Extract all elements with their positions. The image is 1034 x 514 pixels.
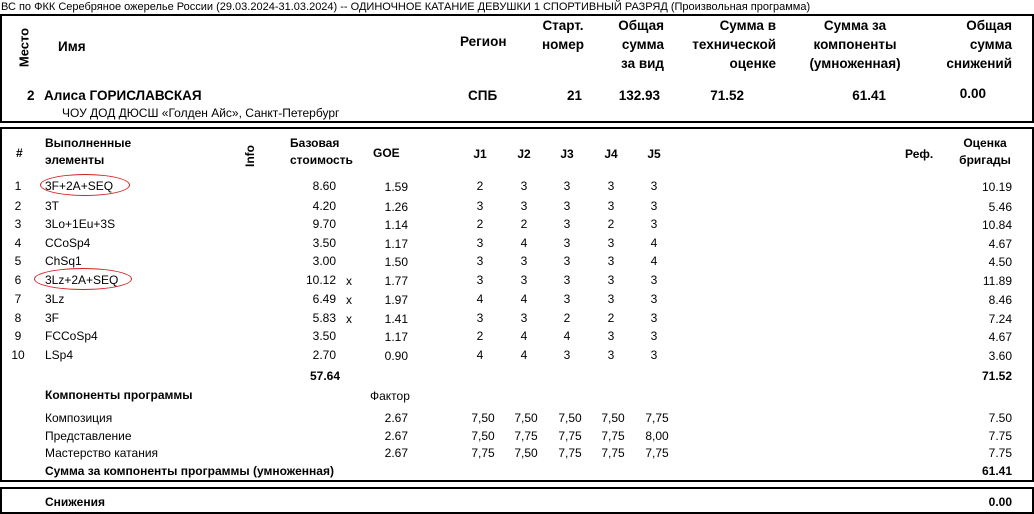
deductions-label: Снижения: [45, 495, 105, 509]
element-score: 4.67: [988, 330, 1012, 344]
element-judge-j3: 3: [563, 236, 571, 250]
element-code: ChSq1: [45, 254, 82, 268]
element-x-mark: x: [346, 274, 352, 288]
tes-total: 71.52: [981, 369, 1012, 383]
component-factor: 2.67: [384, 429, 408, 443]
skater-tes: 71.52: [710, 88, 744, 103]
element-score: 4.67: [988, 237, 1012, 251]
element-judge-j2: 4: [520, 348, 528, 362]
element-x-mark: x: [346, 312, 352, 326]
component-judge-j2: 7,75: [514, 429, 538, 443]
element-base: 10.12: [305, 273, 336, 287]
element-base: 2.70: [312, 348, 336, 362]
element-number: 1: [14, 179, 22, 193]
elements-header-j4: J4: [604, 147, 618, 161]
header-name: Имя: [58, 39, 86, 54]
component-judge-j1: 7,50: [471, 411, 495, 425]
element-judge-j5: 3: [650, 273, 658, 287]
element-number: 2: [14, 199, 22, 213]
component-judge-j3: 7,75: [558, 446, 582, 460]
element-judge-j5: 3: [650, 179, 658, 193]
element-x-mark: x: [346, 293, 352, 307]
element-code: 3F+2A+SEQ: [45, 179, 114, 193]
element-score: 4.50: [988, 255, 1012, 269]
page-title: ВС по ФКК Серебряное ожерелье России (29.03.2024-31.03.2024) -- ОДИНОЧНОЕ КАТАНИЕ ДЕВУШКИ 1 СПОРТИВНЫЙ РАЗРЯД (Произвольная программа): [1, 1, 811, 13]
header-deductions: Общая сумма снижений: [946, 18, 1012, 71]
components-sum-label: Сумма за компоненты программы (умноженная): [45, 464, 334, 478]
element-judge-j5: 3: [650, 348, 658, 362]
elements-header-j5: J5: [647, 147, 661, 161]
element-base: 8.60: [312, 179, 336, 193]
elements-header-ref: Реф.: [905, 147, 934, 161]
element-judge-j2: 4: [520, 292, 528, 306]
element-number: 3: [14, 217, 22, 231]
element-score: 11.89: [982, 274, 1012, 288]
element-judge-j4: 3: [607, 236, 615, 250]
element-score: 8.46: [988, 293, 1012, 307]
element-judge-j1: 3: [476, 273, 484, 287]
element-score: 5.46: [988, 200, 1012, 214]
component-judge-j4: 7,75: [601, 429, 625, 443]
element-number: 10: [11, 348, 25, 362]
components-factor-label: Фактор: [370, 389, 410, 403]
elements-header-base: Базовая стоимость: [290, 136, 353, 167]
components-title: Компоненты программы: [45, 388, 193, 402]
element-code: 3Lo+1Eu+3S: [45, 217, 116, 231]
element-score: 7.24: [988, 312, 1012, 326]
element-goe: 1.97: [384, 293, 408, 307]
element-judge-j4: 3: [607, 179, 615, 193]
element-judge-j2: 3: [520, 311, 528, 325]
element-goe: 1.17: [384, 237, 408, 251]
header-tes: Сумма в технической оценке: [692, 18, 776, 71]
element-judge-j1: 2: [476, 179, 484, 193]
element-number: 8: [14, 311, 22, 325]
element-judge-j1: 4: [476, 292, 484, 306]
component-score: 7.50: [988, 411, 1012, 425]
component-judge-j4: 7,75: [601, 446, 625, 460]
element-judge-j4: 3: [607, 254, 615, 268]
element-judge-j5: 3: [650, 292, 658, 306]
element-number: 5: [14, 254, 22, 268]
elements-header-info: Info: [243, 145, 257, 167]
element-score: 10.84: [981, 218, 1012, 232]
component-judge-j4: 7,50: [601, 411, 625, 425]
elements-header-j2: J2: [517, 147, 531, 161]
element-judge-j4: 3: [607, 273, 615, 287]
element-judge-j3: 3: [563, 292, 571, 306]
element-judge-j5: 3: [650, 329, 658, 343]
element-judge-j4: 2: [607, 217, 615, 231]
element-circle-annotation: [40, 174, 130, 196]
element-judge-j2: 3: [520, 273, 528, 287]
skater-pcs: 61.41: [852, 88, 886, 103]
component-judge-j1: 7,75: [471, 446, 495, 460]
element-code: 3Lz+2A+SEQ: [45, 273, 119, 287]
element-base: 6.49: [312, 292, 336, 306]
element-judge-j1: 3: [476, 199, 484, 213]
element-code: 3Lz: [45, 292, 65, 306]
element-goe: 1.77: [384, 274, 408, 288]
elements-header-j1: J1: [473, 147, 487, 161]
element-goe: 1.26: [384, 200, 408, 214]
element-judge-j2: 2: [520, 217, 528, 231]
header-place: Место: [16, 27, 32, 68]
component-factor: 2.67: [384, 446, 408, 460]
element-goe: 1.50: [384, 255, 408, 269]
element-judge-j1: 3: [476, 254, 484, 268]
component-judge-j3: 7,50: [558, 411, 582, 425]
element-judge-j1: 2: [476, 329, 484, 343]
skater-place: 2: [27, 88, 35, 103]
element-base: 3.50: [312, 329, 336, 343]
element-number: 7: [14, 292, 22, 306]
element-base: 9.70: [312, 217, 336, 231]
component-name: Мастерство катания: [45, 446, 159, 460]
header-total: Общая сумма за вид: [618, 18, 664, 71]
element-code: FCCoSp4: [45, 329, 98, 343]
base-total: 57.64: [309, 369, 340, 383]
element-judge-j4: 3: [607, 199, 615, 213]
element-code: LSp4: [45, 348, 74, 362]
skater-total: 132.93: [618, 88, 660, 103]
element-base: 4.20: [312, 199, 336, 213]
element-base: 5.83: [312, 311, 336, 325]
element-judge-j2: 3: [520, 179, 528, 193]
element-code: 3F: [45, 311, 60, 325]
element-base: 3.00: [312, 254, 336, 268]
element-judge-j3: 3: [563, 217, 571, 231]
element-judge-j5: 4: [650, 236, 658, 250]
element-judge-j4: 3: [607, 292, 615, 306]
component-judge-j5: 7,75: [645, 446, 669, 460]
element-score: 10.19: [981, 180, 1012, 194]
component-judge-j5: 8,00: [645, 429, 669, 443]
component-name: Представление: [45, 429, 132, 443]
element-judge-j3: 4: [563, 329, 571, 343]
elements-header-goe: GOE: [373, 146, 400, 160]
element-judge-j5: 4: [650, 254, 658, 268]
element-judge-j1: 3: [476, 236, 484, 250]
component-factor: 2.67: [384, 411, 408, 425]
element-code: CCoSp4: [45, 236, 91, 250]
component-judge-j5: 7,75: [645, 411, 669, 425]
element-judge-j1: 4: [476, 348, 484, 362]
element-judge-j2: 3: [520, 254, 528, 268]
element-number: 9: [14, 329, 22, 343]
element-score: 3.60: [988, 349, 1012, 363]
element-judge-j3: 3: [563, 273, 571, 287]
elements-header-num: #: [16, 146, 23, 160]
element-judge-j1: 3: [476, 311, 484, 325]
components-sum-value: 61.41: [981, 464, 1012, 478]
skater-region: СПБ: [468, 88, 498, 103]
element-judge-j1: 2: [476, 217, 484, 231]
component-score: 7.75: [988, 429, 1012, 443]
element-goe: 1.14: [384, 218, 408, 232]
component-judge-j2: 7,50: [514, 446, 538, 460]
element-goe: 0.90: [384, 349, 408, 363]
element-judge-j4: 2: [607, 311, 615, 325]
element-judge-j3: 3: [563, 179, 571, 193]
elements-header-j3: J3: [560, 147, 574, 161]
skater-name: Алиса ГОРИСЛАВСКАЯ: [44, 88, 202, 103]
element-judge-j2: 4: [520, 329, 528, 343]
element-judge-j5: 3: [650, 199, 658, 213]
element-judge-j4: 3: [607, 348, 615, 362]
deductions-box: [0, 487, 1034, 514]
skater-start: 21: [566, 88, 582, 103]
component-judge-j1: 7,50: [471, 429, 495, 443]
element-number: 4: [14, 236, 22, 250]
element-base: 3.50: [312, 236, 336, 250]
element-judge-j2: 3: [520, 199, 528, 213]
element-judge-j5: 3: [650, 217, 658, 231]
component-judge-j2: 7,50: [514, 411, 538, 425]
component-name: Композиция: [45, 411, 113, 425]
element-judge-j2: 4: [520, 236, 528, 250]
element-goe: 1.17: [384, 330, 408, 344]
element-judge-j5: 3: [650, 311, 658, 325]
component-score: 7.75: [988, 446, 1012, 460]
header-start: Старт. номер: [542, 18, 584, 52]
element-number: 6: [14, 273, 22, 287]
skater-club: ЧОУ ДОД ДЮСШ «Голден Айс», Санкт-Петербург: [62, 106, 340, 120]
header-pcs: Сумма за компоненты (умноженная): [809, 18, 901, 71]
element-circle-annotation: [34, 268, 132, 290]
element-judge-j4: 3: [607, 329, 615, 343]
skater-deductions: 0.00: [959, 86, 986, 101]
elements-header-elements: Выполненные элементы: [45, 136, 132, 167]
deductions-value: 0.00: [988, 495, 1012, 509]
header-region: Регион: [460, 34, 507, 49]
elements-header-score: Оценка бригады: [959, 136, 1011, 167]
element-judge-j3: 2: [563, 311, 571, 325]
element-judge-j3: 3: [563, 348, 571, 362]
element-judge-j3: 3: [563, 254, 571, 268]
element-code: 3T: [45, 199, 60, 213]
element-judge-j3: 3: [563, 199, 571, 213]
element-goe: 1.41: [384, 312, 408, 326]
element-goe: 1.59: [384, 180, 408, 194]
component-judge-j3: 7,75: [558, 429, 582, 443]
